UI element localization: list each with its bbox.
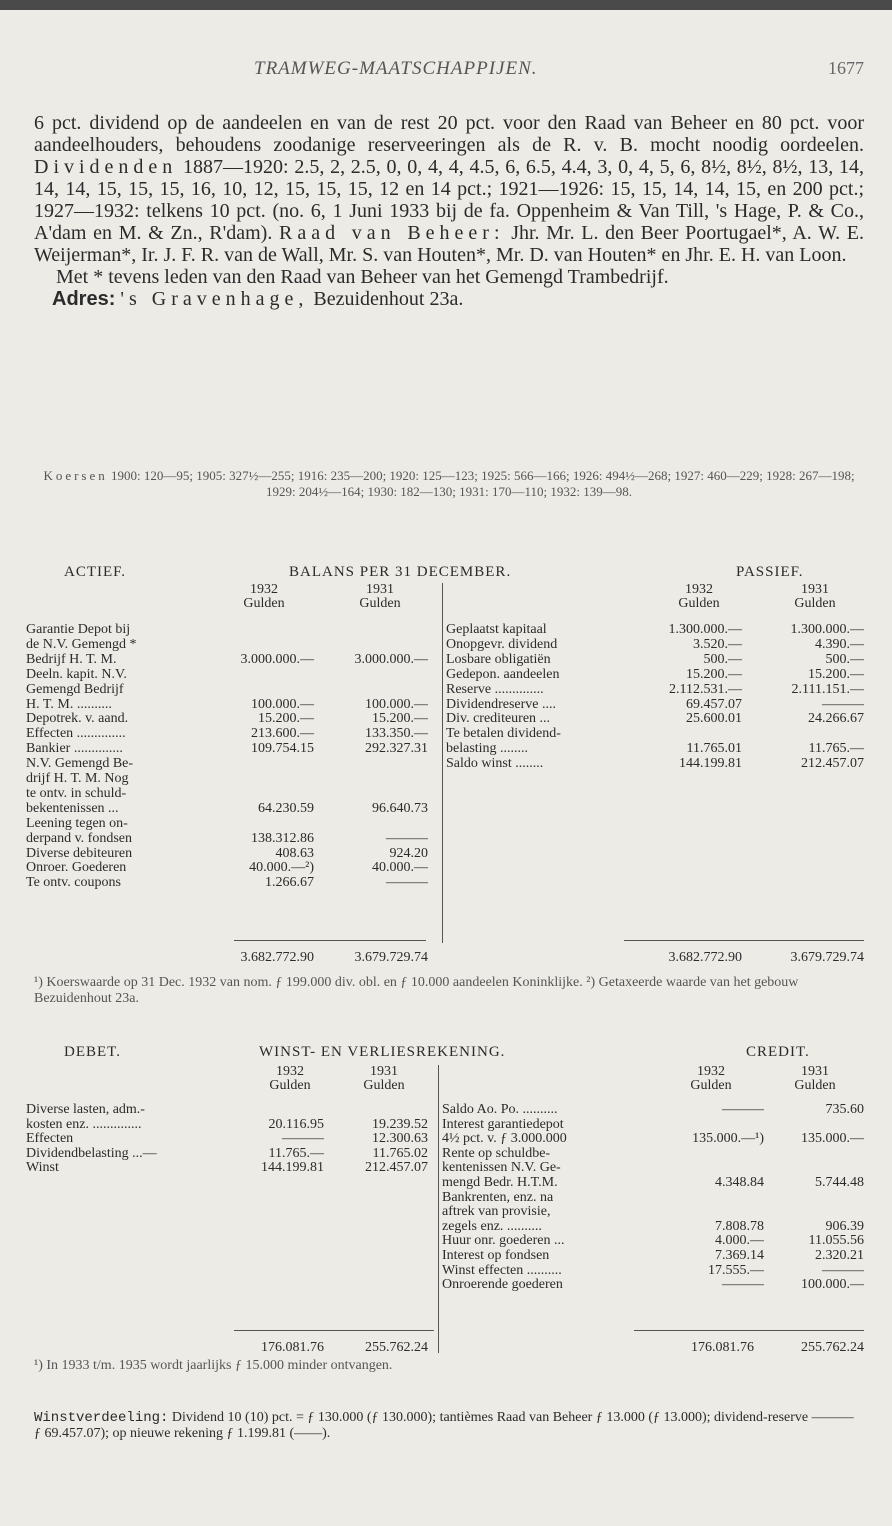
actief-row-value-1931: 292.327.31 [365,741,428,757]
wv-right-total-rule [634,1330,864,1331]
credit-row-value-1932: 135.000.—¹) [692,1131,764,1147]
actief-row-label: Bedrijf H. T. M. [26,651,117,667]
credit-heading: CREDIT. [746,1044,810,1060]
left-year-1932: 1932 [250,582,278,597]
passief-row-value-1932: 144.199.81 [679,756,742,772]
credit-row-label: Saldo Ao. Po. .......... [442,1102,558,1117]
actief-row-value-1931: 133.350.— [365,726,428,742]
passief-row-label: Reserve .............. [446,681,544,697]
raad-members: Jhr. Mr. L. den Beer Poortugael*, A. W. E. Weijerman*, Ir. J. F. R. van de Wall, Mr. S. van Houten*, Mr. D. van Houten* en Jhr. E. H. van Loon. [34,222,865,266]
passief-row-value-1931: 1.300.000.— [790,622,864,637]
passief-row-value-1931: 500.— [825,651,864,667]
wv-left-year-1932: 1932 [276,1064,304,1079]
raad-label: Raad van Beheer: [279,222,505,244]
credit-row-label: kentenissen N.V. Ge- [442,1160,561,1176]
scan-edge [0,0,892,10]
passief-row-value-1931: 4.390.— [815,636,864,652]
header-title: TRAMWEG-MAATSCHAPPIJEN. [254,58,538,79]
actief-row-label: Depotrek. v. aand. [26,711,129,727]
passief-row-value-1931: ——— [822,696,864,712]
debet-row-value-1932: ——— [282,1131,324,1147]
credit-row-value-1931: 735.60 [825,1102,864,1117]
actief-row-label: H. T. M. .......... [26,696,112,712]
passief-total-1932: 3.682.772.90 [668,950,742,965]
credit-row-value-1931: 100.000.— [801,1277,864,1293]
debet-row-label: Diverse lasten, adm.- [26,1102,145,1117]
passief-row-value-1931: 11.765.— [808,741,864,757]
actief-row-value-1931: 100.000.— [365,696,428,712]
actief-row-label: N.V. Gemengd Be- [26,756,134,772]
actief-row-value-1931: 15.200.— [372,711,428,727]
debet-row-value-1931: 19.239.52 [372,1116,428,1132]
actief-row-label: Te ontv. coupons [26,875,121,891]
left-total-rule [234,940,426,941]
passief-row-label: Saldo winst ........ [446,756,544,772]
winstverdeeling [34,1410,864,1442]
actief-row-label: te ontv. in schuld- [26,785,127,801]
actief-row-value-1931: 924.20 [389,845,428,861]
left-year-1931: 1931 [366,582,394,597]
passief-total-1931: 3.679.729.74 [790,950,864,965]
actief-total-1931: 3.679.729.74 [354,950,428,965]
credit-row-value-1932: ——— [722,1102,764,1117]
actief-row-value-1931: 40.000.— [372,860,428,876]
credit-row-value-1931: 906.39 [825,1218,864,1234]
passief-row-label: Dividendreserve .... [446,696,557,712]
credit-row-label: 4½ pct. v. ƒ 3.000.000 [442,1131,567,1147]
debet-row-label: Effecten [26,1131,74,1147]
credit-total-1932: 176.081.76 [691,1340,754,1355]
actief-row-label: Garantie Depot bij [26,622,131,637]
running-header [34,58,864,84]
right-total-rule [624,940,864,941]
actief-row-value-1932: 109.754.15 [251,741,314,757]
credit-row-label: Bankrenten, enz. na [442,1189,554,1205]
wv-right-gulden-1932: Gulden [690,1078,732,1093]
passief-row-value-1932: 69.457.07 [686,696,742,712]
actief-row-value-1932: 408.63 [275,845,314,861]
debet-row-value-1931: 12.300.63 [372,1131,428,1147]
paragraph-adres [34,288,864,310]
actief-row-label: Bankier .............. [26,741,123,757]
right-year-1931: 1931 [801,582,829,597]
passief-row-value-1932: 25.600.01 [686,711,742,727]
credit-row-label: Onroerende goederen [442,1277,563,1293]
actief-row-label: Deeln. kapit. N.V. [26,666,127,682]
credit-total-1931: 255.762.24 [801,1340,864,1355]
credit-row-value-1931: 5.744.48 [815,1175,864,1190]
actief-row-label: Gemengd Bedrijf [26,681,124,697]
profit-loss-title: WINST- EN VERLIESREKENING. [259,1044,506,1060]
passief-row-label: Te betalen dividend- [446,726,561,742]
actief-row-value-1932: 213.600.— [251,726,314,742]
actief-row-value-1932: 100.000.— [251,696,314,712]
credit-row-label: Interest garantiedepot [442,1116,564,1132]
debet-row-label: Dividendbelasting ...— [26,1145,157,1161]
left-gulden-1932: Gulden [243,596,285,611]
credit-row-value-1931: 11.055.56 [808,1233,864,1249]
profit-loss-footnote: ¹) In 1933 t/m. 1935 wordt jaarlijks ƒ 15.000 minder ontvangen. [34,1358,393,1373]
right-gulden-1931: Gulden [794,596,836,611]
wv-left-year-1931: 1931 [370,1064,398,1079]
dividenden-label: Dividenden [34,156,178,178]
credit-row-value-1931: 2.320.21 [815,1248,864,1263]
koersen-text: 1900: 120—95; 1905: 327½—255; 1916: 235—200; 1920: 125—123; 1925: 566—166; 1926: 494½—268; 1927: 460—229; 1928: 267—198; 1929: 204½—164; 1930: 182—130; 1931: 170—110; 1932: 139—98. [111,468,855,499]
passief-row-value-1932: 11.765.01 [686,741,742,757]
passief-heading: PASSIEF. [736,564,804,580]
actief-row-label: de N.V. Gemengd * [26,636,137,652]
passief-row-label: Geplaatst kapitaal [446,622,547,637]
actief-row-value-1931: ——— [386,830,428,846]
credit-row-label: Winst effecten .......... [442,1262,562,1278]
credit-row-label: Huur onr. goederen ... [442,1233,565,1249]
passief-row-value-1931: 15.200.— [808,666,864,682]
debet-heading: DEBET. [64,1044,121,1060]
passief-row-value-1932: 15.200.— [686,666,742,682]
actief-row-value-1932: 15.200.— [258,711,314,727]
passief-row-label: Div. crediteuren ... [446,711,551,727]
koersen-line [34,468,864,500]
profit-loss-account [26,1044,864,1355]
balance-footnote: ¹) Koerswaarde op 31 Dec. 1932 van nom. ƒ 199.000 div. obl. en ƒ 10.000 aandeelen Koninklijke. ²) Getaxeerde waarde van het gebouw Bezuidenhout 23a. [34,975,799,1006]
passief-row-value-1932: 2.112.531.— [669,681,742,697]
balance-sheet [26,564,864,970]
credit-row-label: aftrek van provisie, [442,1204,551,1220]
actief-row-label: Effecten .............. [26,726,126,742]
debet-row-label: kosten enz. .............. [26,1116,142,1132]
debet-row-value-1932: 144.199.81 [261,1160,324,1176]
credit-row-value-1931: ——— [822,1262,864,1278]
paragraph-dividend [34,112,864,266]
actief-row-value-1932: 40.000.—²) [249,860,314,876]
adres-label: Adres: [52,288,116,310]
actief-row-value-1932: 64.230.59 [258,800,314,816]
credit-row-label: Interest op fondsen [442,1248,550,1263]
debet-total-1931: 255.762.24 [365,1340,428,1355]
passief-row-value-1931: 2.111.151.— [791,681,864,697]
credit-row-value-1932: 7.808.78 [715,1218,764,1234]
actief-row-value-1932: 1.266.67 [265,875,314,891]
credit-row-value-1932: 7.369.14 [715,1248,764,1263]
credit-row-label: Rente op schuldbe- [442,1145,551,1161]
adres-city: 's Gravenhage, [120,288,309,310]
passief-row-label: belasting ........ [446,741,529,757]
actief-row-label: drijf H. T. M. Nog [26,771,129,786]
passief-row-label: Onopgevr. dividend [446,636,558,652]
paragraph-note [34,266,864,288]
page-number: 1677 [828,58,864,78]
actief-total-1932: 3.682.772.90 [240,950,314,965]
credit-row-value-1932: 4.348.84 [715,1175,764,1190]
wv-left-total-rule [234,1330,434,1331]
dividend-text: 6 pct. dividend op de aandeelen en van de rest 20 pct. voor den Raad van Beheer en 80 pct. voor aandeelhouders, behoudens zoodanige reserveeringen als de R. v. B. mocht noodig oordeelen. [34,112,864,156]
koersen-label: Koersen [43,468,108,483]
dividend-history: 1887—1920: 2.5, 2, 2.5, 0, 0, 4, 4, 4.5, 6, 6.5, 4.4, 3, 0, 4, 5, 6, 8½, 8½, 8½, 13, 14, 14, 14, 15, 15, 15, 16, 10, 12, 15, 15, 15, 12 en 14 pct.; 1921—1926: 15, 15, 14, 14, 15, en 200 pct.; 1927—1932: telkens 10 pct. (no. 6, 1 Juni 1933 bij de fa. Oppenheim & Van Till, 's Hage, P. & Co., A'dam en M. & Zn., R'dam). [34,156,864,244]
actief-row-value-1931: ——— [386,875,428,891]
debet-row-value-1931: 212.457.07 [365,1160,428,1176]
wv-left-gulden-1931: Gulden [363,1078,405,1093]
actief-row-label: derpand v. fondsen [26,830,133,846]
credit-row-value-1932: 4.000.— [715,1233,764,1249]
credit-row-value-1932: ——— [722,1277,764,1293]
passief-row-value-1931: 212.457.07 [801,756,864,772]
right-gulden-1932: Gulden [678,596,720,611]
actief-row-value-1932: 138.312.86 [251,830,314,846]
passief-row-value-1932: 500.— [703,651,742,667]
wv-right-year-1931: 1931 [801,1064,829,1079]
company-description [34,112,864,310]
actief-row-label: Onroer. Goederen [26,860,127,876]
adres-street: Bezuidenhout 23a. [313,288,464,310]
actief-row-value-1931: 3.000.000.— [354,651,428,667]
passief-row-value-1932: 1.300.000.— [668,622,742,637]
winstverdeeling-text: Dividend 10 (10) pct. = ƒ 130.000 (ƒ 130.000); tantièmes Raad van Beheer ƒ 13.000 (ƒ 13.000); dividend-reserve ——— ƒ 69.457.07); op nieuwe rekening ƒ 1.199.81 (——). [34,1410,854,1441]
credit-row-label: zegels enz. .......... [442,1218,542,1234]
wv-column-divider [438,1065,439,1353]
passief-row-label: Losbare obligatiën [446,651,551,667]
debet-total-1932: 176.081.76 [261,1340,324,1355]
credit-row-value-1931: 135.000.— [801,1131,864,1147]
right-year-1932: 1932 [685,582,713,597]
actief-row-value-1932: 3.000.000.— [240,651,314,667]
note-text: Met * tevens leden van den Raad van Beheer van het Gemengd Trambedrijf. [56,266,669,288]
passief-row-value-1931: 24.266.67 [808,711,864,727]
actief-row-label: Leening tegen on- [26,815,128,831]
actief-row-label: Diverse debiteuren [26,845,133,861]
actief-row-label: bekentenissen ... [26,800,119,816]
wv-right-year-1932: 1932 [697,1064,725,1079]
debet-row-value-1932: 11.765.— [268,1145,324,1161]
debet-row-label: Winst [26,1160,59,1176]
passief-row-value-1932: 3.520.— [693,636,742,652]
credit-row-label: mengd Bedr. H.T.M. [442,1175,558,1190]
debet-row-value-1931: 11.765.02 [372,1145,428,1161]
actief-heading: ACTIEF. [64,564,127,580]
actief-row-value-1931: 96.640.73 [372,800,428,816]
left-gulden-1931: Gulden [359,596,401,611]
passief-row-label: Gedepon. aandeelen [446,666,560,682]
balance-title: BALANS PER 31 DECEMBER. [289,564,512,580]
credit-row-value-1932: 17.555.— [708,1262,764,1278]
winstverdeeling-label: Winstverdeeling: [34,1410,169,1426]
debet-row-value-1932: 20.116.95 [268,1116,324,1132]
wv-left-gulden-1932: Gulden [269,1078,311,1093]
wv-right-gulden-1931: Gulden [794,1078,836,1093]
column-divider [442,583,443,943]
